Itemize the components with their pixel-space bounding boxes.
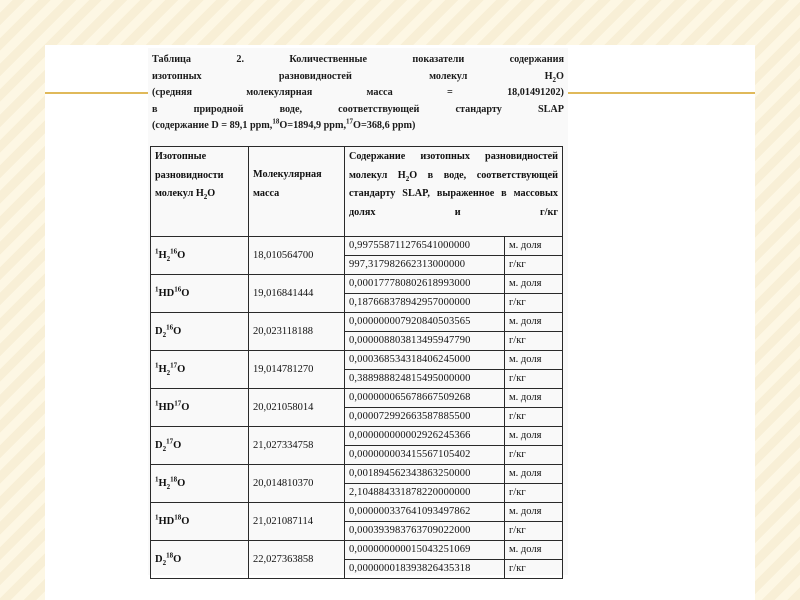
- molecular-mass-cell: 19,016841444: [249, 275, 345, 313]
- molecular-mass-cell: 21,027334758: [249, 427, 345, 465]
- unit-cell: г/кг: [505, 256, 563, 275]
- grams-per-kg-cell: 0,000000018393826435318: [345, 560, 505, 579]
- table-row: [151, 351, 563, 370]
- caption-line-3: [152, 85, 564, 102]
- caption-word: стандарту: [455, 103, 502, 115]
- isotopologue-cell: $^1H_2^{18}O$: [151, 465, 249, 503]
- isotopologue-cell: $^1$HD$^{17}$O: [151, 389, 249, 427]
- molecular-mass-cell: 21,021087114: [249, 503, 345, 541]
- caption-word: разновидностей: [278, 70, 352, 82]
- table-row: [151, 541, 563, 560]
- table-body: [151, 237, 563, 579]
- header-molecular-mass: Молекулярная масса: [249, 147, 345, 237]
- mass-fraction-cell: 0,001894562343863250000: [345, 465, 505, 484]
- caption-word: (средняя: [152, 87, 193, 98]
- unit-cell: г/кг: [505, 370, 563, 389]
- grams-per-kg-cell: 2,104884331878220000000: [345, 484, 505, 503]
- caption-word: изотопных: [152, 70, 202, 82]
- header-isotopologue: Изотопные разновидности молекул $H_2O$: [151, 147, 249, 237]
- unit-cell: м. доля: [505, 351, 563, 370]
- caption-line-4: [152, 102, 564, 119]
- caption-word: масса: [366, 87, 393, 98]
- molecular-mass-cell: 20,014810370: [249, 465, 345, 503]
- caption-word: соответствующей: [338, 103, 420, 115]
- caption-line-5: [152, 118, 564, 135]
- header-content: [345, 147, 563, 237]
- table-header-row: [151, 147, 563, 237]
- mass-fraction-cell: 0,000000337641093497862: [345, 503, 505, 522]
- table-row: [151, 237, 563, 256]
- caption-word: 18,01491202): [507, 87, 564, 98]
- unit-cell: м. доля: [505, 465, 563, 484]
- caption-word: Количественные: [289, 54, 368, 65]
- isotope-table: [150, 146, 563, 579]
- unit-cell: г/кг: [505, 560, 563, 579]
- grams-per-kg-cell: 0,187668378942957000000: [345, 294, 505, 313]
- grams-per-kg-cell: 0,388988824815495000000: [345, 370, 505, 389]
- unit-cell: г/кг: [505, 446, 563, 465]
- caption-word: молекулярная: [246, 87, 313, 98]
- unit-cell: г/кг: [505, 294, 563, 313]
- molecular-mass-cell: 22,027363858: [249, 541, 345, 579]
- grams-per-kg-cell: 997,317982662313000000: [345, 256, 505, 275]
- caption-text: (содержание D = 89,1 ppm,: [152, 120, 273, 131]
- table-row: [151, 313, 563, 332]
- isotopologue-cell: $D_2^{17}O$: [151, 427, 249, 465]
- unit-cell: м. доля: [505, 389, 563, 408]
- caption-line-2: [152, 69, 564, 86]
- unit-cell: г/кг: [505, 522, 563, 541]
- isotopologue-cell: $D_2^{16}O$: [151, 313, 249, 351]
- header-content-text: Содержание изотопных разновидностей молекул $H_2O$ в воде, соответствующей стандарту SLAP, выраженное в массовых долях и г/кг: [349, 151, 558, 218]
- caption-word: =: [446, 87, 453, 98]
- caption-word: Таблица: [152, 54, 192, 65]
- grams-per-kg-cell: 0,000072992663587885500: [345, 408, 505, 427]
- caption-word: показатели: [412, 54, 465, 65]
- mass-fraction-cell: 0,000000065678667509268: [345, 389, 505, 408]
- caption-word: природной: [193, 103, 244, 115]
- caption-superscript: 18: [272, 117, 280, 126]
- caption-word: в: [152, 103, 158, 115]
- grams-per-kg-cell: 0,000008803813495947790: [345, 332, 505, 351]
- caption-word: воде,: [279, 103, 303, 115]
- molecular-mass-cell: 20,021058014: [249, 389, 345, 427]
- unit-cell: м. доля: [505, 503, 563, 522]
- grams-per-kg-cell: 0,000000003415567105402: [345, 446, 505, 465]
- table-row: [151, 275, 563, 294]
- mass-fraction-cell: 0,000000000002926245366: [345, 427, 505, 446]
- caption-word: молекул: [429, 70, 468, 82]
- unit-cell: м. доля: [505, 541, 563, 560]
- molecular-mass-cell: 20,023118188: [249, 313, 345, 351]
- caption-formula: $H_2O$: [544, 70, 564, 84]
- mass-fraction-cell: 0,000000000015043251069: [345, 541, 505, 560]
- isotopologue-cell: $D_2^{18}O$: [151, 541, 249, 579]
- molecular-mass-cell: 18,010564700: [249, 237, 345, 275]
- isotopologue-cell: $^1$HD$^{18}$O: [151, 503, 249, 541]
- unit-cell: м. доля: [505, 313, 563, 332]
- unit-cell: г/кг: [505, 484, 563, 503]
- unit-cell: г/кг: [505, 408, 563, 427]
- table-row: [151, 503, 563, 522]
- table-row: [151, 389, 563, 408]
- caption-word: содержания: [509, 54, 564, 65]
- mass-fraction-cell: 0,000177780802618993000: [345, 275, 505, 294]
- table-caption: [152, 52, 564, 135]
- caption-superscript: 17: [346, 117, 354, 126]
- mass-fraction-cell: 0,000368534318406245000: [345, 351, 505, 370]
- isotopologue-cell: $^1H_2^{17}O$: [151, 351, 249, 389]
- table-row: [151, 427, 563, 446]
- table-row: [151, 465, 563, 484]
- mass-fraction-cell: 0,000000007920840503565: [345, 313, 505, 332]
- caption-text: O=1894,9 ppm,: [279, 120, 347, 131]
- unit-cell: м. доля: [505, 237, 563, 256]
- isotopologue-cell: $^1$HD$^{16}$O: [151, 275, 249, 313]
- isotopologue-cell: $^1H_2^{16}O$: [151, 237, 249, 275]
- unit-cell: м. доля: [505, 275, 563, 294]
- molecular-mass-cell: 19,014781270: [249, 351, 345, 389]
- caption-text: O=368,6 ppm): [353, 120, 416, 131]
- caption-word: SLAP: [537, 103, 564, 115]
- unit-cell: м. доля: [505, 427, 563, 446]
- mass-fraction-cell: 0,997558711276541000000: [345, 237, 505, 256]
- unit-cell: г/кг: [505, 332, 563, 351]
- caption-word: 2.: [236, 54, 245, 65]
- grams-per-kg-cell: 0,000393983763709022000: [345, 522, 505, 541]
- caption-line-1: [152, 52, 564, 69]
